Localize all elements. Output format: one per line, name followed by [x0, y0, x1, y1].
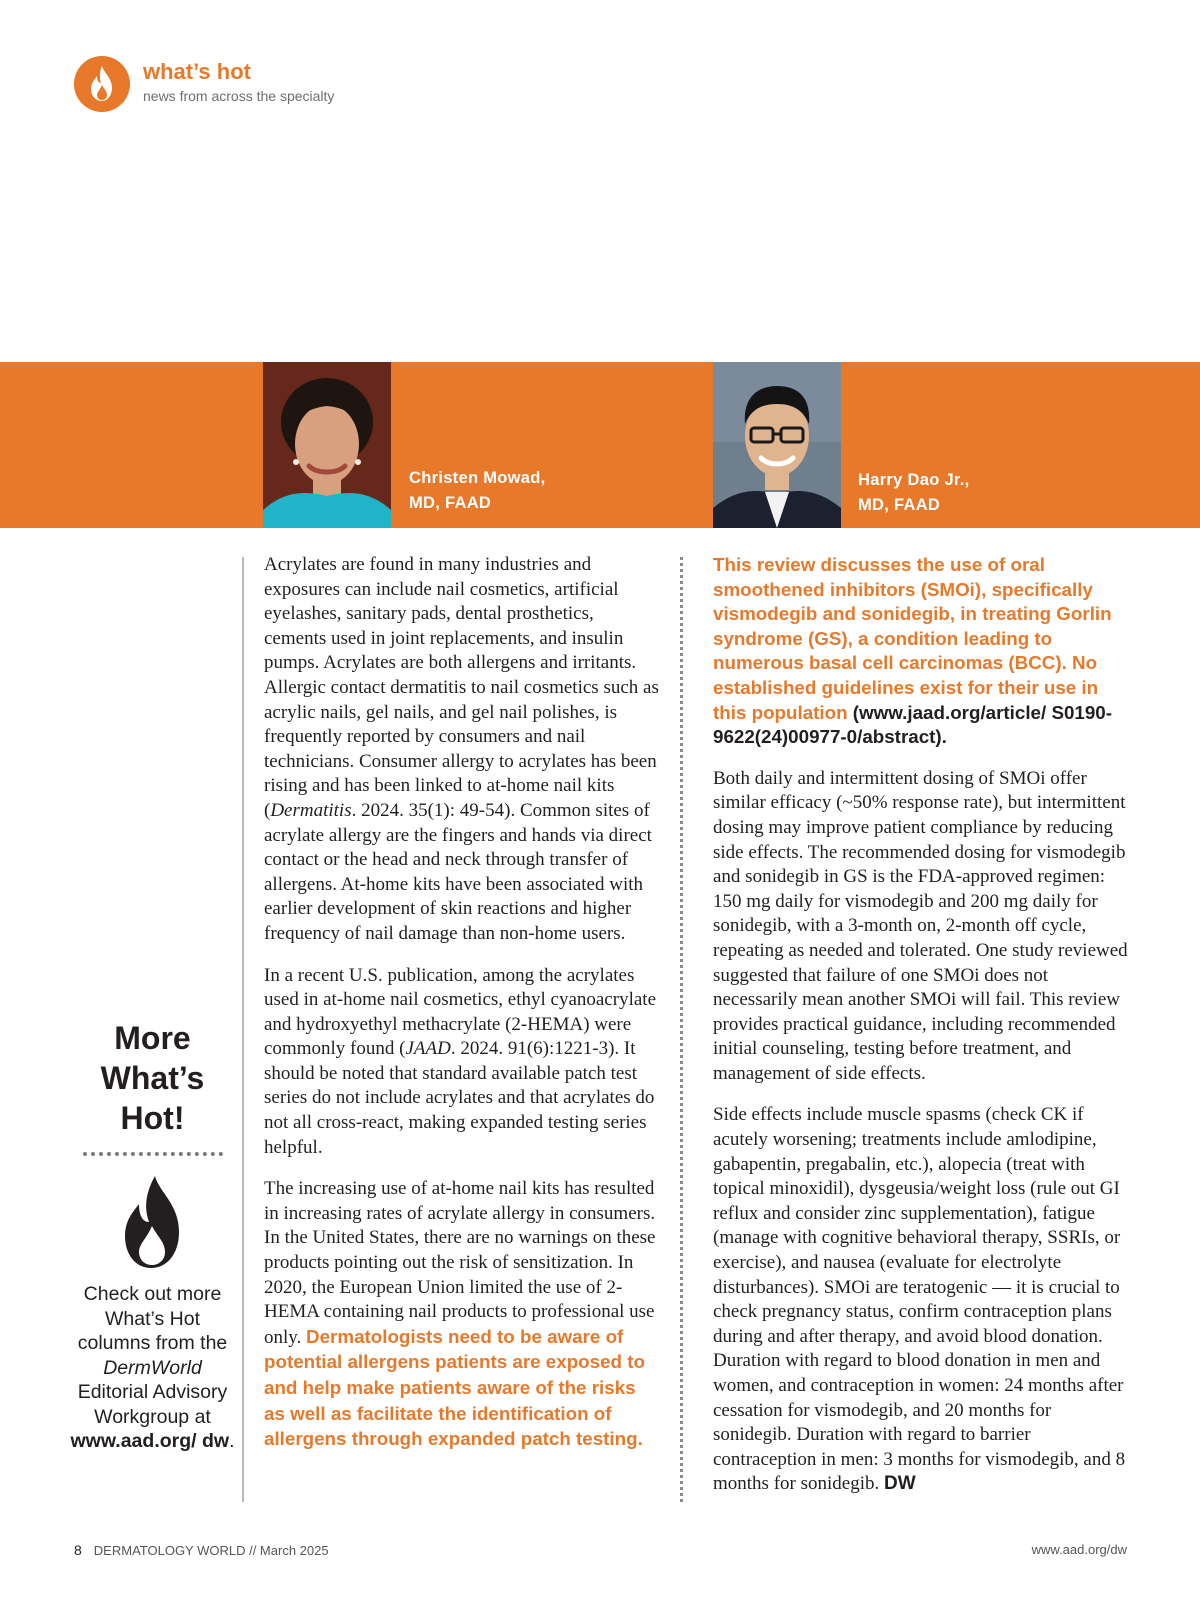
sidebar-divider: [83, 1152, 223, 1156]
section-subtitle: news from across the specialty: [143, 88, 335, 104]
whats-hot-link[interactable]: www.aad.org/ dw: [70, 1430, 230, 1452]
sidebar-text-end: Editorial Advisory Workgroup at: [77, 1381, 228, 1428]
paragraph: Acrylates are found in many industries and exposures can include nail cosmetics, artificial eyelashes, sanitary pads, dental prosthetics, cements used in joint replacements, and insulin pumps. Acrylates are both allergens and irritants. Allergic contact dermatitis to nail cosmetics such as acrylic nails, gel nails, and gel nail polishes, is frequently reported by consumers and nail technicians. Consumer allergy to acrylates has been rising and has been linked to at-home nail kits (Dermatitis. 2024. 35(1): 49-54). Common sites of acrylate allergy are the fingers and hands via direct contact or the head and neck through transfer of allergens. At-home kits have been associated with earlier development of skin reactions and higher frequency of nail damage than non-home users.: [264, 554, 659, 944]
more-whats-hot-sidebar: [70, 1018, 235, 1454]
sidebar-text-start: Check out more What’s Hot columns from the: [77, 1283, 228, 1354]
author-photo-dao: [713, 362, 841, 528]
lede-highlight: This review discusses the use of oral smoothened inhibitors (SMOi), specifically vismodegib and sonidegib, in treating Gorlin syndrome (GS), a condition leading to numerous basal cell carcinomas (BCC). No established guidelines exist for their use in this population: [713, 554, 1112, 723]
publication-info: DERMATOLOGY WORLD // March 2025: [93, 1543, 329, 1558]
article-acrylates: [264, 553, 660, 1470]
author-name-dao: [858, 468, 1098, 518]
sidebar-text-magazine: DermWorld: [103, 1356, 202, 1379]
paragraph: In a recent U.S. publication, among the acrylates used in at-home nail cosmetics, ethyl cyanoacrylate and hydroxyethyl methacrylate (2-HEMA) were commonly found (JAAD. 2024. 91(6):1221-3). It should be noted that standard available patch test series do not include acrylates and that acrylates do not all cross-react, making expanded testing series helpful.: [264, 964, 656, 1158]
article-link[interactable]: (www.jaad.org/article/ S0190-9622(24)00977-0/abstract).: [713, 701, 1113, 748]
sidebar-title-line3: Hot!: [120, 1100, 185, 1136]
author-name-line1: Christen Mowad,: [409, 469, 546, 487]
author-photo-mowad: [263, 362, 391, 528]
footer-left: [74, 1542, 329, 1558]
article-lede: [713, 553, 1128, 750]
section-title: what’s hot: [143, 59, 251, 84]
dw-signoff: DW: [884, 1473, 916, 1495]
page-number: 8: [74, 1542, 82, 1558]
sidebar-title: [70, 1018, 235, 1138]
author-name-mowad: [409, 466, 649, 516]
paragraph: The increasing use of at-home nail kits has resulted in increasing rates of acrylate allergy in consumers. In the United States, there are no warnings on these products pointing out the risk of sensitization. In 2020, the European Union limited the use of 2-HEMA containing nail products to professional use only. Dermatologists need to be aware of potential allergens patients are exposed to and help make patients aware of the risks as well as facilitate the identification of allergens through expanded patch testing.: [264, 1178, 656, 1450]
key-takeaway: Dermatologists need to be aware of potential allergens patients are exposed to and help make patients aware of the risks as well as facilitate the identification of allergens through expanded patch testing.: [264, 1325, 645, 1450]
sidebar-title-line1: More: [114, 1020, 191, 1056]
column-divider-left: [242, 557, 244, 1502]
sidebar-text-period: .: [229, 1430, 235, 1452]
journal-citation: JAAD: [405, 1038, 451, 1060]
author-name-line1: Harry Dao Jr.,: [858, 471, 970, 489]
column-divider-center: [680, 557, 683, 1502]
sidebar-text: [70, 1282, 235, 1454]
author-name-line2: MD, FAAD: [858, 496, 941, 514]
paragraph: Both daily and intermittent dosing of SMOi offer similar efficacy (~50% response rate), but intermittent dosing may improve patient compliance by reducing side effects. The recommended dosing for vismodegib and sonidegib in GS is the FDA-approved regimen: 150 mg daily for vismodegib and 200 mg daily for sonidegib, with a 3-month on, 2-month off cycle, repeating as needed and tolerated. One study reviewed suggested that failure of one SMOi does not necessarily mean another SMOi will fail. This review provides practical guidance, including recommended initial counseling, testing before treatment, and management of side effects.: [713, 767, 1128, 1084]
flame-icon: [117, 1174, 189, 1270]
flame-badge: [74, 56, 130, 112]
author-name-line2: MD, FAAD: [409, 494, 492, 512]
sidebar-title-line2: What’s: [100, 1060, 205, 1096]
paragraph: Side effects include muscle spasms (check CK if acutely worsening; treatments include amlodipine, gabapentin, pregabalin, etc.), alopecia (treat with topical minoxidil), dysgeusia/weight loss (rule out GI reflux and consider zinc supplementation), fatigue (manage with cognitive behavioral therapy, SSRIs, or exercise), and nausea (evaluate for electrolyte disturbances). SMOi are teratogenic — it is crucial to check pregnancy status, confirm contraception plans during and after therapy, and avoid blood donation. Duration with regard to blood donation in men and women, and contraception in women: 24 months after cessation for vismodegib, and 20 months for sonidegib. Duration with regard to barrier contraception in men: 3 months for vismodegib, and 8 months for sonidegib. DW: [713, 1104, 1126, 1495]
article-smoi-gorlin: [713, 553, 1128, 1514]
flame-icon: [87, 65, 117, 103]
journal-citation: Dermatitis: [270, 799, 352, 821]
footer-url[interactable]: www.aad.org/dw: [1031, 1542, 1127, 1557]
